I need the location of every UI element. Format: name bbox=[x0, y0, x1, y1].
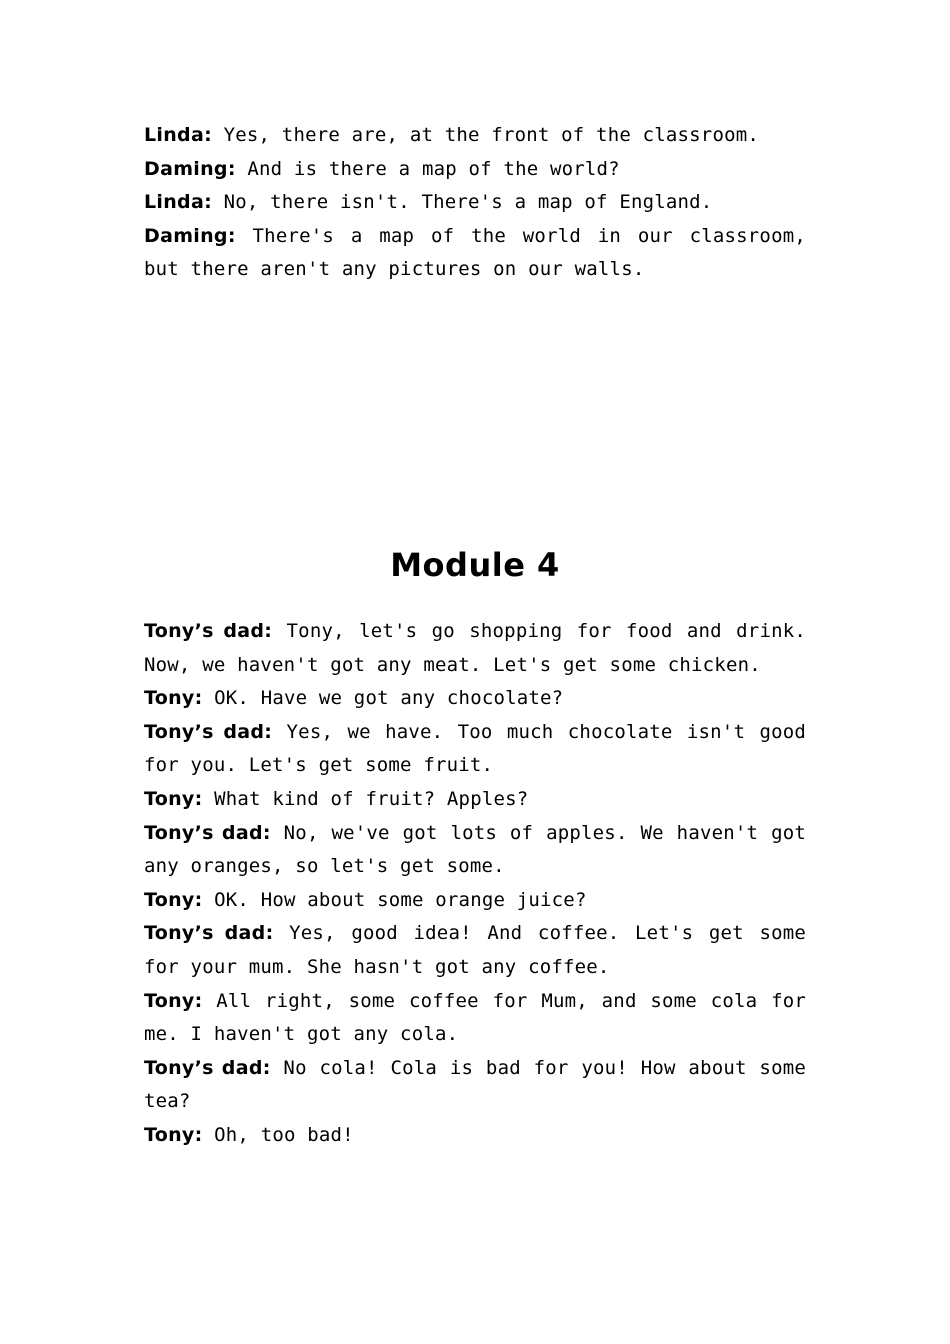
dialogue-line bbox=[144, 615, 806, 682]
dialogue-line bbox=[144, 716, 806, 783]
speaker-name: Tony’s dad: bbox=[144, 1056, 271, 1079]
speaker-name: Tony’s dad: bbox=[144, 620, 273, 642]
dialogue-text: There's a map of the world in our classroom, but there aren't any pictures on our walls. bbox=[144, 224, 806, 281]
dialogue-text: Tony, let's go shopping for food and drink. Now, we haven't got any meat. Let's get some chicken. bbox=[144, 620, 806, 676]
dialogue-line bbox=[144, 153, 806, 187]
module-heading: Module 4 bbox=[390, 546, 560, 584]
speaker-name: Tony’s dad: bbox=[144, 922, 274, 945]
dialogue-text: Yes, we have. Too much chocolate isn't good for you. Let's get some fruit. bbox=[144, 720, 806, 777]
dialogue-text: Oh, too bad! bbox=[202, 1123, 354, 1146]
dialogue-line bbox=[144, 985, 806, 1052]
speaker-name: Tony: bbox=[144, 787, 203, 810]
speaker-name: Tony’s dad: bbox=[144, 821, 271, 844]
speaker-name: Tony: bbox=[144, 888, 203, 911]
dialogue-text: Yes, there are, at the front of the classroom. bbox=[211, 124, 759, 146]
dialogue-line bbox=[144, 682, 806, 716]
dialogue-text: No cola! Cola is bad for you! How about some tea? bbox=[144, 1056, 806, 1113]
dialogue-text: Yes, good idea! And coffee. Let's get some for your mum. She hasn't got any coffee. bbox=[144, 922, 807, 978]
dialogue-text: No, there isn't. There's a map of England. bbox=[211, 191, 713, 214]
speaker-name: Tony: bbox=[144, 1123, 203, 1146]
dialogue-text: What kind of fruit? Apples? bbox=[202, 787, 529, 810]
speaker-name: Daming: bbox=[144, 157, 236, 180]
dialogue-line bbox=[144, 884, 806, 918]
speaker-name: Tony’s dad: bbox=[144, 720, 273, 743]
speaker-name: Tony: bbox=[144, 989, 203, 1012]
speaker-name: Linda: bbox=[144, 191, 212, 214]
dialogue-text: And is there a map of the world? bbox=[235, 157, 620, 180]
dialogue-text: No, we've got lots of apples. We haven't got any oranges, so let's get some. bbox=[144, 821, 806, 878]
module-dialogue bbox=[144, 615, 806, 1153]
dialogue-line bbox=[144, 220, 806, 287]
dialogue-line bbox=[144, 817, 806, 884]
speaker-name: Daming: bbox=[144, 224, 236, 247]
speaker-name: Linda: bbox=[144, 124, 212, 146]
dialogue-line bbox=[144, 119, 806, 153]
dialogue-line bbox=[144, 783, 806, 817]
dialogue-text: OK. Have we got any chocolate? bbox=[202, 687, 564, 710]
dialogue-line bbox=[144, 1119, 806, 1153]
dialogue-text: OK. How about some orange juice? bbox=[202, 888, 587, 911]
top-dialogue bbox=[144, 119, 806, 287]
speaker-name: Tony: bbox=[144, 687, 203, 710]
dialogue-text: All right, some coffee for Mum, and some cola for me. I haven't got any cola. bbox=[144, 989, 806, 1046]
dialogue-line bbox=[144, 1052, 806, 1119]
dialogue-line bbox=[144, 186, 806, 220]
dialogue-line bbox=[144, 917, 806, 984]
